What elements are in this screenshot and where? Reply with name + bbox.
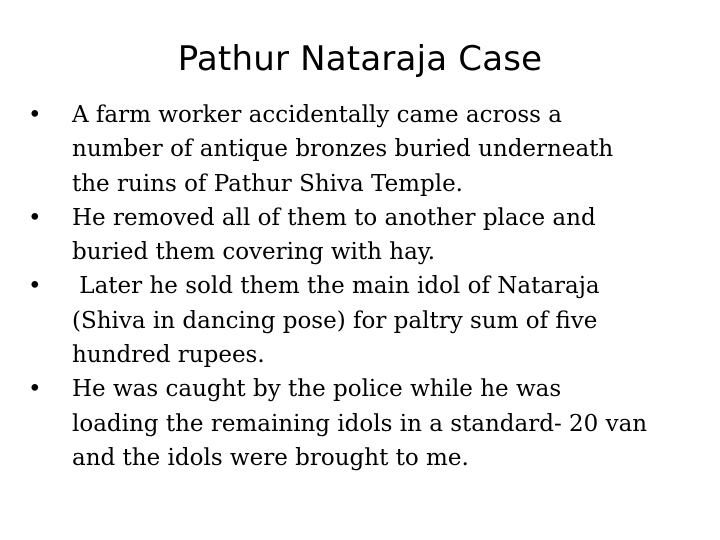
bullet-text-line: buried them covering with hay. (72, 239, 436, 266)
bullet-item-3 (28, 269, 708, 372)
bullet-text-line: the ruins of Pathur Shiva Temple. (72, 170, 463, 197)
bullet-item-4 (28, 372, 708, 475)
bullet-icon: • (28, 376, 42, 403)
bullet-text-line: A farm worker accidentally came across a (72, 102, 562, 128)
bullet-icon: • (28, 102, 42, 128)
bullet-icon: • (28, 273, 42, 300)
bullet-text-line: hundred rupees. (72, 342, 265, 369)
bullet-text-line: (Shiva in dancing pose) for paltry sum of five (72, 307, 598, 334)
bullet-text-line: number of antique bronzes buried underneath (72, 136, 614, 163)
bullet-item-1 (28, 98, 708, 201)
bullet-text-line: loading the remaining idols in a standard- 20 van (72, 410, 648, 437)
bullet-text-line: Later he sold them the main idol of Nataraja (72, 273, 600, 300)
bullet-text-line: He removed all of them to another place and (72, 204, 596, 231)
bullet-text-line: He was caught by the police while he was (72, 376, 562, 403)
bullet-item-2 (28, 201, 708, 270)
bullet-text-line: and the idols were brought to me. (72, 444, 469, 471)
slide-content (28, 98, 708, 475)
bullet-list (28, 98, 708, 475)
slide-title: Pathur Nataraja Case (177, 39, 543, 79)
bullet-icon: • (28, 204, 42, 231)
